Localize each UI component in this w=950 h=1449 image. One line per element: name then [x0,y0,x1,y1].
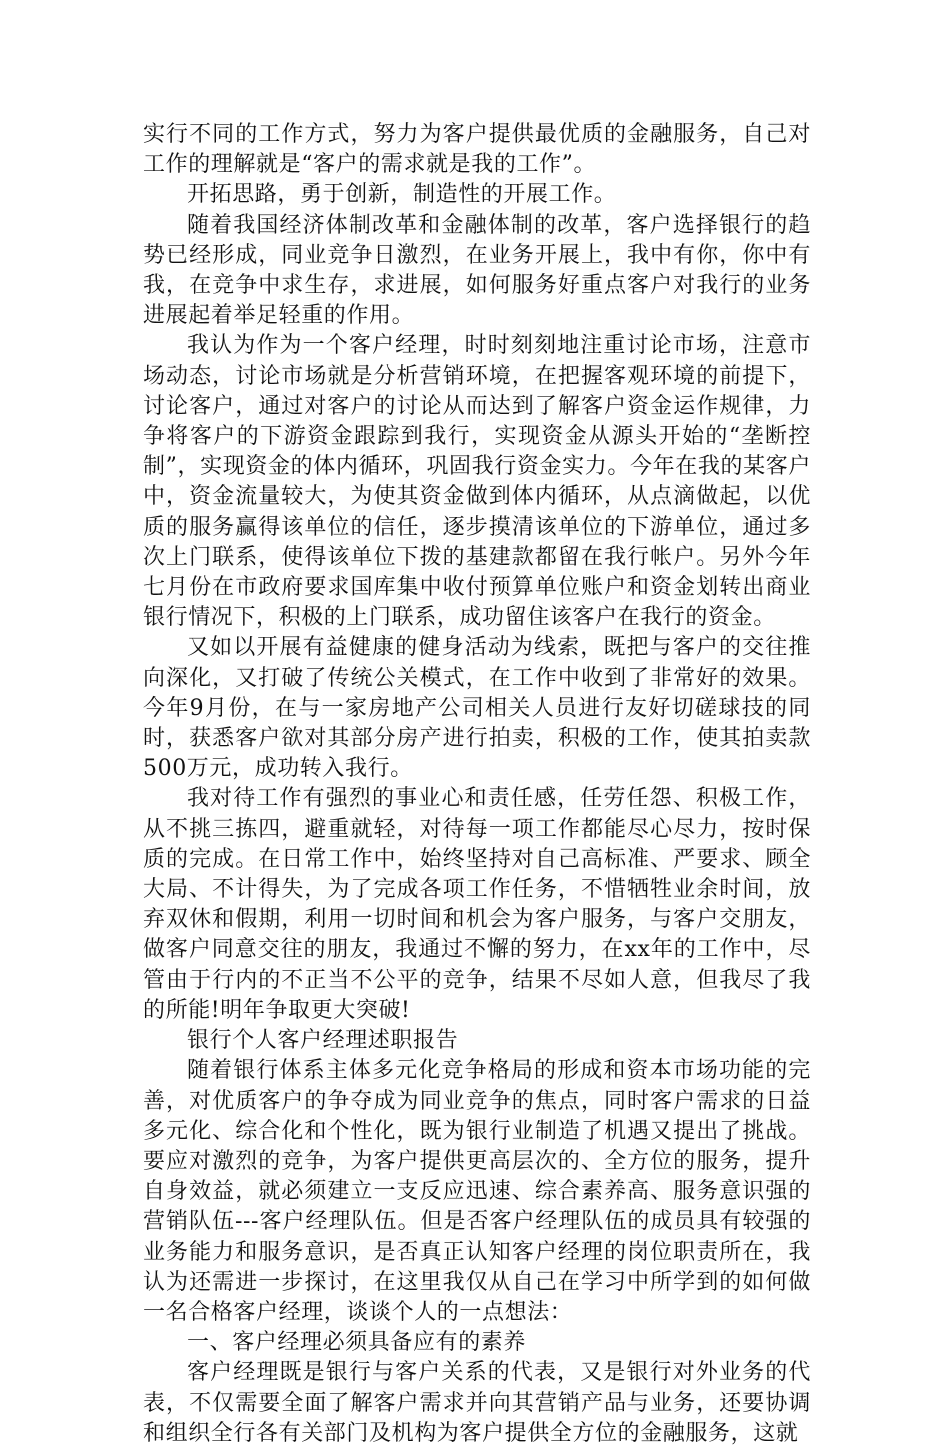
paragraph-market-research: 我认为作为一个客户经理，时时刻刻地注重讨论市场，注意市场动态，讨论市场就是分析营销环境，在把握客观环境的前提下，讨论客户，通过对客户的讨论从而达到了解客户资金运作规律，力争将客户的下游资金跟踪到我行，实现资金从源头开始的“垄断控制”，实现资金的体内循环，巩固我行资金实力。今年在我的某客户中，资金流量较大，为使其资金做到体内循环，从点滴做起，以优质的服务赢得该单位的信任，逐步摸清该单位的下游单位，通过多次上门联系，使得该单位下拨的基建款都留在我行帐户。另外今年七月份在市政府要求国库集中收付预算单位账户和资金划转出商业银行情况下，积极的上门联系，成功留住该客户在我行的资金。 [143,333,811,631]
paragraph-innovation-heading: 开拓思路，勇于创新，制造性的开展工作。 [187,182,617,208]
paragraph-fitness-activity: 又如以开展有益健康的健身活动为线索，既把与客户的交往推向深化，又打破了传统公关模式，在工作中收到了非常好的效果。今年9月份，在与一家房地产公司相关人员进行友好切磋球技的同时，获悉客户欲对其部分房产进行拍卖，积极的工作，使其拍卖款500万元，成功转入我行。 [143,635,811,782]
document-page [143,120,811,1449]
paragraph-competition: 随着银行体系主体多元化竞争格局的形成和资本市场功能的完善，对优质客户的争夺成为同业竞争的焦点，同时客户需求的日益多元化、综合化和个性化，既为银行业制造了机遇又提出了挑战。要应对激烈的竞争，为客户提供更高层次的、全方位的服务，提升自身效益，就必须建立一支反应迅速、综合素养高、服务意识强的营销队伍---客户经理队伍。但是否客户经理队伍的成员具有较强的业务能力和服务意识，是否真正认知客户经理的岗位职责所在，我认为还需进一步探讨，在这里我仅从自己在学习中所学到的如何做一名合格客户经理，谈谈个人的一点想法： [143,1058,811,1325]
paragraph-work-attitude: 我对待工作有强烈的事业心和责任感，任劳任怨、积极工作，从不挑三拣四，避重就轻，对待每一项工作都能尽心尽力，按时保质的完成。在日常工作中，始终坚持对自己高标准、严要求、顾全大局、不计得失，为了完成各项工作任务，不惜牺牲业余时间，放弃双休和假期，利用一切时间和机会为客户服务，与客户交朋友，做客户同意交往的朋友，我通过不懈的努力，在xx年的工作中，尽管由于行内的不正当不公平的竞争，结果不尽如人意，但我尽了我的所能!明年争取更大突破! [143,786,811,1023]
section-heading-qualities: 一、客户经理必须具备应有的素养 [187,1330,527,1356]
paragraph-role-description: 客户经理既是银行与客户关系的代表，又是银行对外业务的代表，不仅需要全面了解客户需求并向其营销产品与业务，还要协调和组织全行各有关部门及机构为客户提供全方位的金融服务，这就 [143,1360,811,1446]
report-title: 银行个人客户经理述职报告 [187,1028,459,1054]
paragraph-continuation: 实行不同的工作方式，努力为客户提供最优质的金融服务，自己对工作的理解就是“客户的需求就是我的工作”。 [143,122,811,178]
paragraph-market-reform: 随着我国经济体制改革和金融体制的改革，客户选择银行的趋势已经形成，同业竞争日激烈，在业务开展上，我中有你，你中有我，在竞争中求生存，求进展，如何服务好重点客户对我行的业务进展起着举足轻重的作用。 [143,212,811,329]
